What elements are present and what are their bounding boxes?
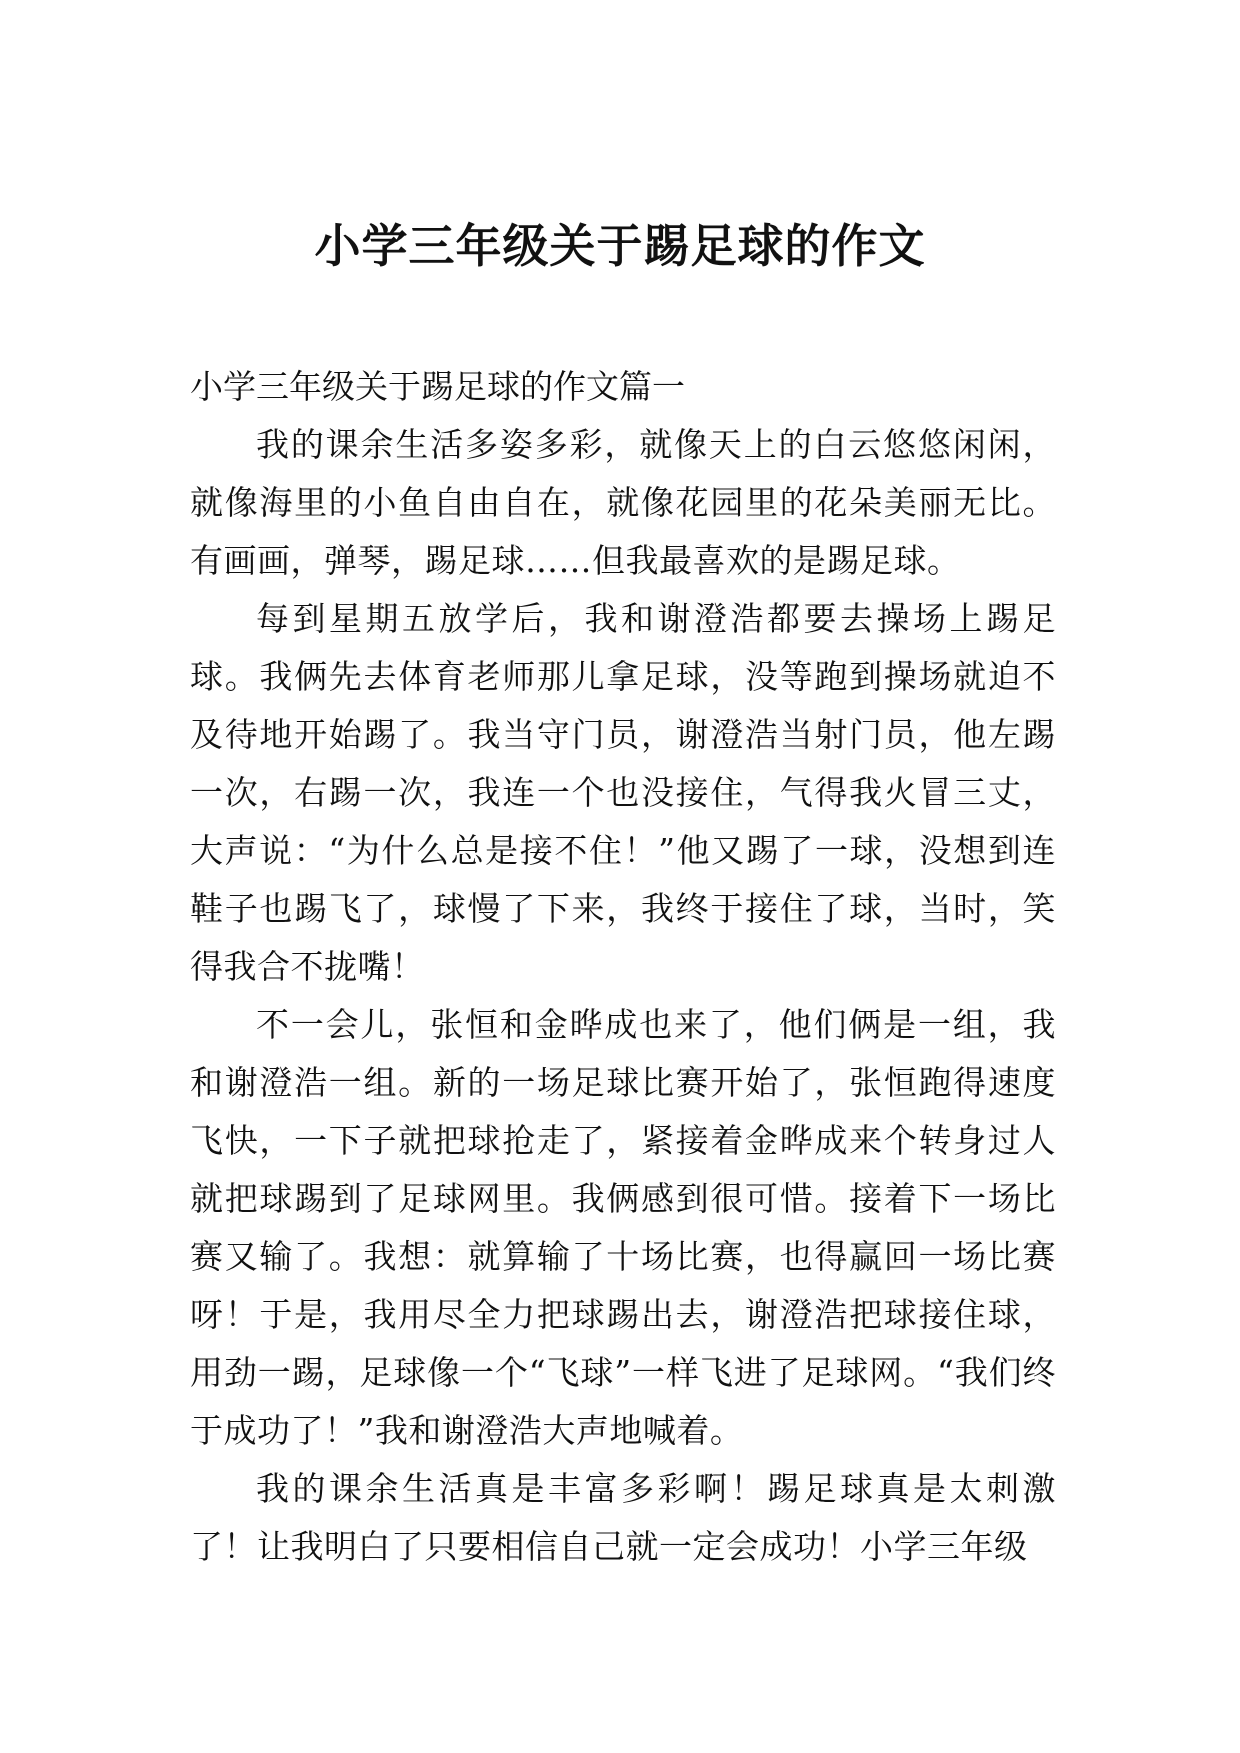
paragraph-4: 我的课余生活真是丰富多彩啊！踢足球真是太刺激了！让我明白了只要相信自己就一定会成功！小学三年级	[190, 1469, 1056, 1566]
paragraph-1: 我的课余生活多姿多彩，就像天上的白云悠悠闲闲，就像海里的小鱼自由自在，就像花园里的花朵美丽无比。有画画，弹琴，踢足球……但我最喜欢的是踢足球。	[190, 425, 1056, 580]
paragraph-3: 不一会儿，张恒和金晔成也来了，他们俩是一组，我和谢澄浩一组。新的一场足球比赛开始了，张恒跑得速度飞快，一下子就把球抢走了，紧接着金晔成来个转身过人就把球踢到了足球网里。我俩感到很可惜。接着下一场比赛又输了。我想：就算输了十场比赛，也得赢回一场比赛呀！于是，我用尽全力把球踢出去，谢澄浩把球接住球，用劲一踢，足球像一个“飞球”一样飞进了足球网。“我们终于成功了！”我和谢澄浩大声地喊着。	[190, 1005, 1056, 1450]
article-body	[190, 358, 1056, 1576]
page-title: 小学三年级关于踢足球的作文	[314, 219, 926, 273]
paragraph-2: 每到星期五放学后，我和谢澄浩都要去操场上踢足球。我俩先去体育老师那儿拿足球，没等跑到操场就迫不及待地开始踢了。我当守门员，谢澄浩当射门员，他左踢一次，右踢一次，我连一个也没接住，气得我火冒三丈，大声说：“为什么总是接不住！”他又踢了一球，没想到连鞋子也踢飞了，球慢了下来，我终于接住了球，当时，笑得我合不拢嘴！	[190, 599, 1056, 986]
section-heading: 小学三年级关于踢足球的作文篇一	[190, 367, 685, 406]
